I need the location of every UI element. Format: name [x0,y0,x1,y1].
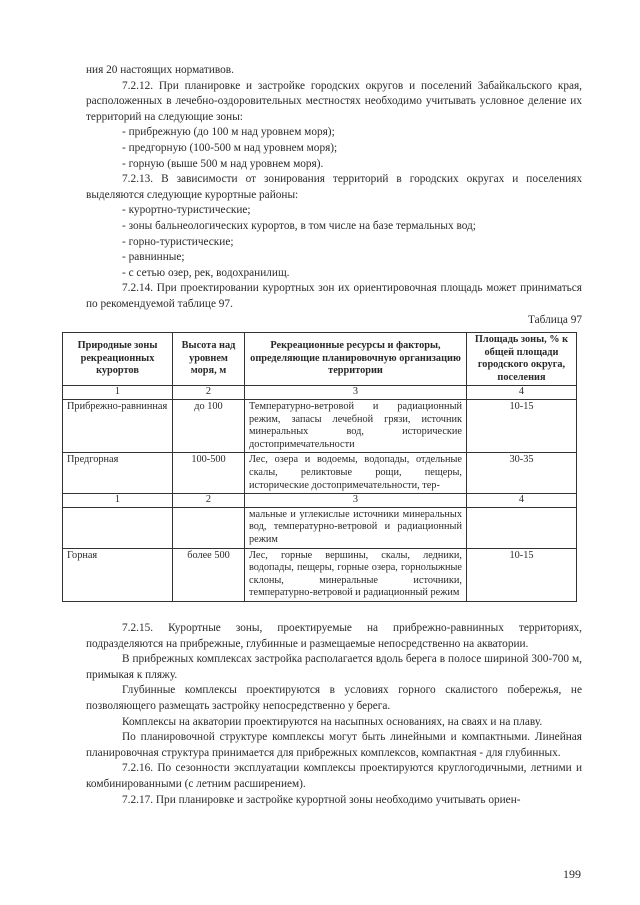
area-cell: 10-15 [467,548,577,601]
paragraph: По планировочной структуре комплексы могут быть линейными и компактными. Линейная планировочная структура принимается для прибрежных комплексов, компактная - для глубинных. [86,731,582,759]
list-item: - прибрежную (до 100 м над уровнем моря); [122,126,335,139]
paragraph: В прибрежных комплексах застройка располагается вдоль берега в полосе шириной 300-700 м, примыкая к пляжу. [86,653,582,681]
table-row [63,548,577,601]
area-cell [467,507,577,548]
paragraph-7-2-15: 7.2.15. Курортные зоны, проектируемые на прибрежно-равнинных территориях, подразделяются на прибрежные, глубинные и размещаемые непосредственно на акватории. [86,622,582,650]
paragraph-7-2-12: 7.2.12. При планировке и застройке городских округов и поселений Забайкальского края, расположенных в лечебно-оздоровительных местностях необходимо учитывать условное деление их территорий на следующие зоны: [86,79,582,123]
table-97-container [62,332,577,602]
resources-cell: Температурно-ветровой и радиационный режим, запасы лечебной грязи, источник минеральных вод, исторические достопримечательности [245,399,467,452]
list-item: - горно-туристические; [122,235,234,248]
column-number: 4 [467,386,577,400]
header-resources: Рекреационные ресурсы и факторы, определяющие планировочную организацию территории [245,333,467,386]
list-item: - равнинные; [122,251,185,264]
height-cell [173,507,245,548]
resources-cell: мальные и углекислые источники минеральных вод, температурно-ветровой и радиационный режим [245,507,467,548]
list-item: - горную (выше 500 м над уровнем моря). [122,157,324,170]
column-number-row [63,386,577,400]
header-area: Площадь зоны, % к общей площади городского округа, поселения [467,333,577,386]
paragraph-7-2-17: 7.2.17. При планировке и застройке курортной зоны необходимо учитывать ориен- [122,793,521,806]
column-number: 3 [245,494,467,508]
column-number: 2 [173,386,245,400]
column-number: 1 [63,494,173,508]
column-number: 3 [245,386,467,400]
header-zone: Природные зоны рекреационных курортов [63,333,173,386]
height-cell: более 500 [173,548,245,601]
zone-cell [63,507,173,548]
table-header-row [63,333,577,386]
column-number: 4 [467,494,577,508]
height-cell: до 100 [173,399,245,452]
list-item: - курортно-туристические; [122,204,251,217]
column-number: 2 [173,494,245,508]
paragraph-7-2-14: 7.2.14. При проектировании курортных зон их ориентировочная площадь может приниматься по рекомендуемой таблице 97. [86,282,582,310]
table-97 [62,332,577,602]
column-number: 1 [63,386,173,400]
resources-cell: Лес, озера и водоемы, водопады, отдельные скалы, реликтовые рощи, пещеры, исторические достопримечательности, тер- [245,453,467,494]
header-height: Высота над уровнем моря, м [173,333,245,386]
table-caption: Таблица 97 [528,313,582,326]
list-item: - предгорную (100-500 м над уровнем моря); [122,141,338,154]
paragraph-7-2-13: 7.2.13. В зависимости от зонирования территорий в городских округах и поселениях выделяются следующие курортные районы: [86,173,582,201]
paragraph-continuation: ния 20 настоящих нормативов. [86,64,234,76]
paragraph: Глубинные комплексы проектируются в условиях горного скалистого побережья, не позволяющего размещать застройку непосредственно у берега. [86,684,582,712]
closing-section [86,621,582,808]
zone-cell: Предгорная [63,453,173,494]
column-number-row [63,494,577,508]
page-number: 199 [563,867,581,881]
zone-cell: Горная [63,548,173,601]
table-row [63,507,577,548]
intro-section [86,63,582,328]
resources-cell: Лес, горные вершины, скалы, ледники, водопады, пещеры, горные озера, горнолыжные склоны, минеральные источники, температурно-ветровой и радиационный режим [245,548,467,601]
area-cell: 30-35 [467,453,577,494]
table-row [63,399,577,452]
table-row [63,453,577,494]
paragraph: Комплексы на акватории проектируются на насыпных основаниях, на сваях и на плаву. [122,715,543,728]
list-item: - с сетью озер, рек, водохранилищ. [122,266,290,279]
area-cell: 10-15 [467,399,577,452]
list-item: - зоны бальнеологических курортов, в том числе на базе термальных вод; [122,219,476,232]
zone-cell: Прибрежно-равнинная [63,399,173,452]
paragraph-7-2-16: 7.2.16. По сезонности эксплуатации комплексы проектируются круглогодичными, летними и комбинированными (с летним расширением). [86,762,582,790]
height-cell: 100-500 [173,453,245,494]
